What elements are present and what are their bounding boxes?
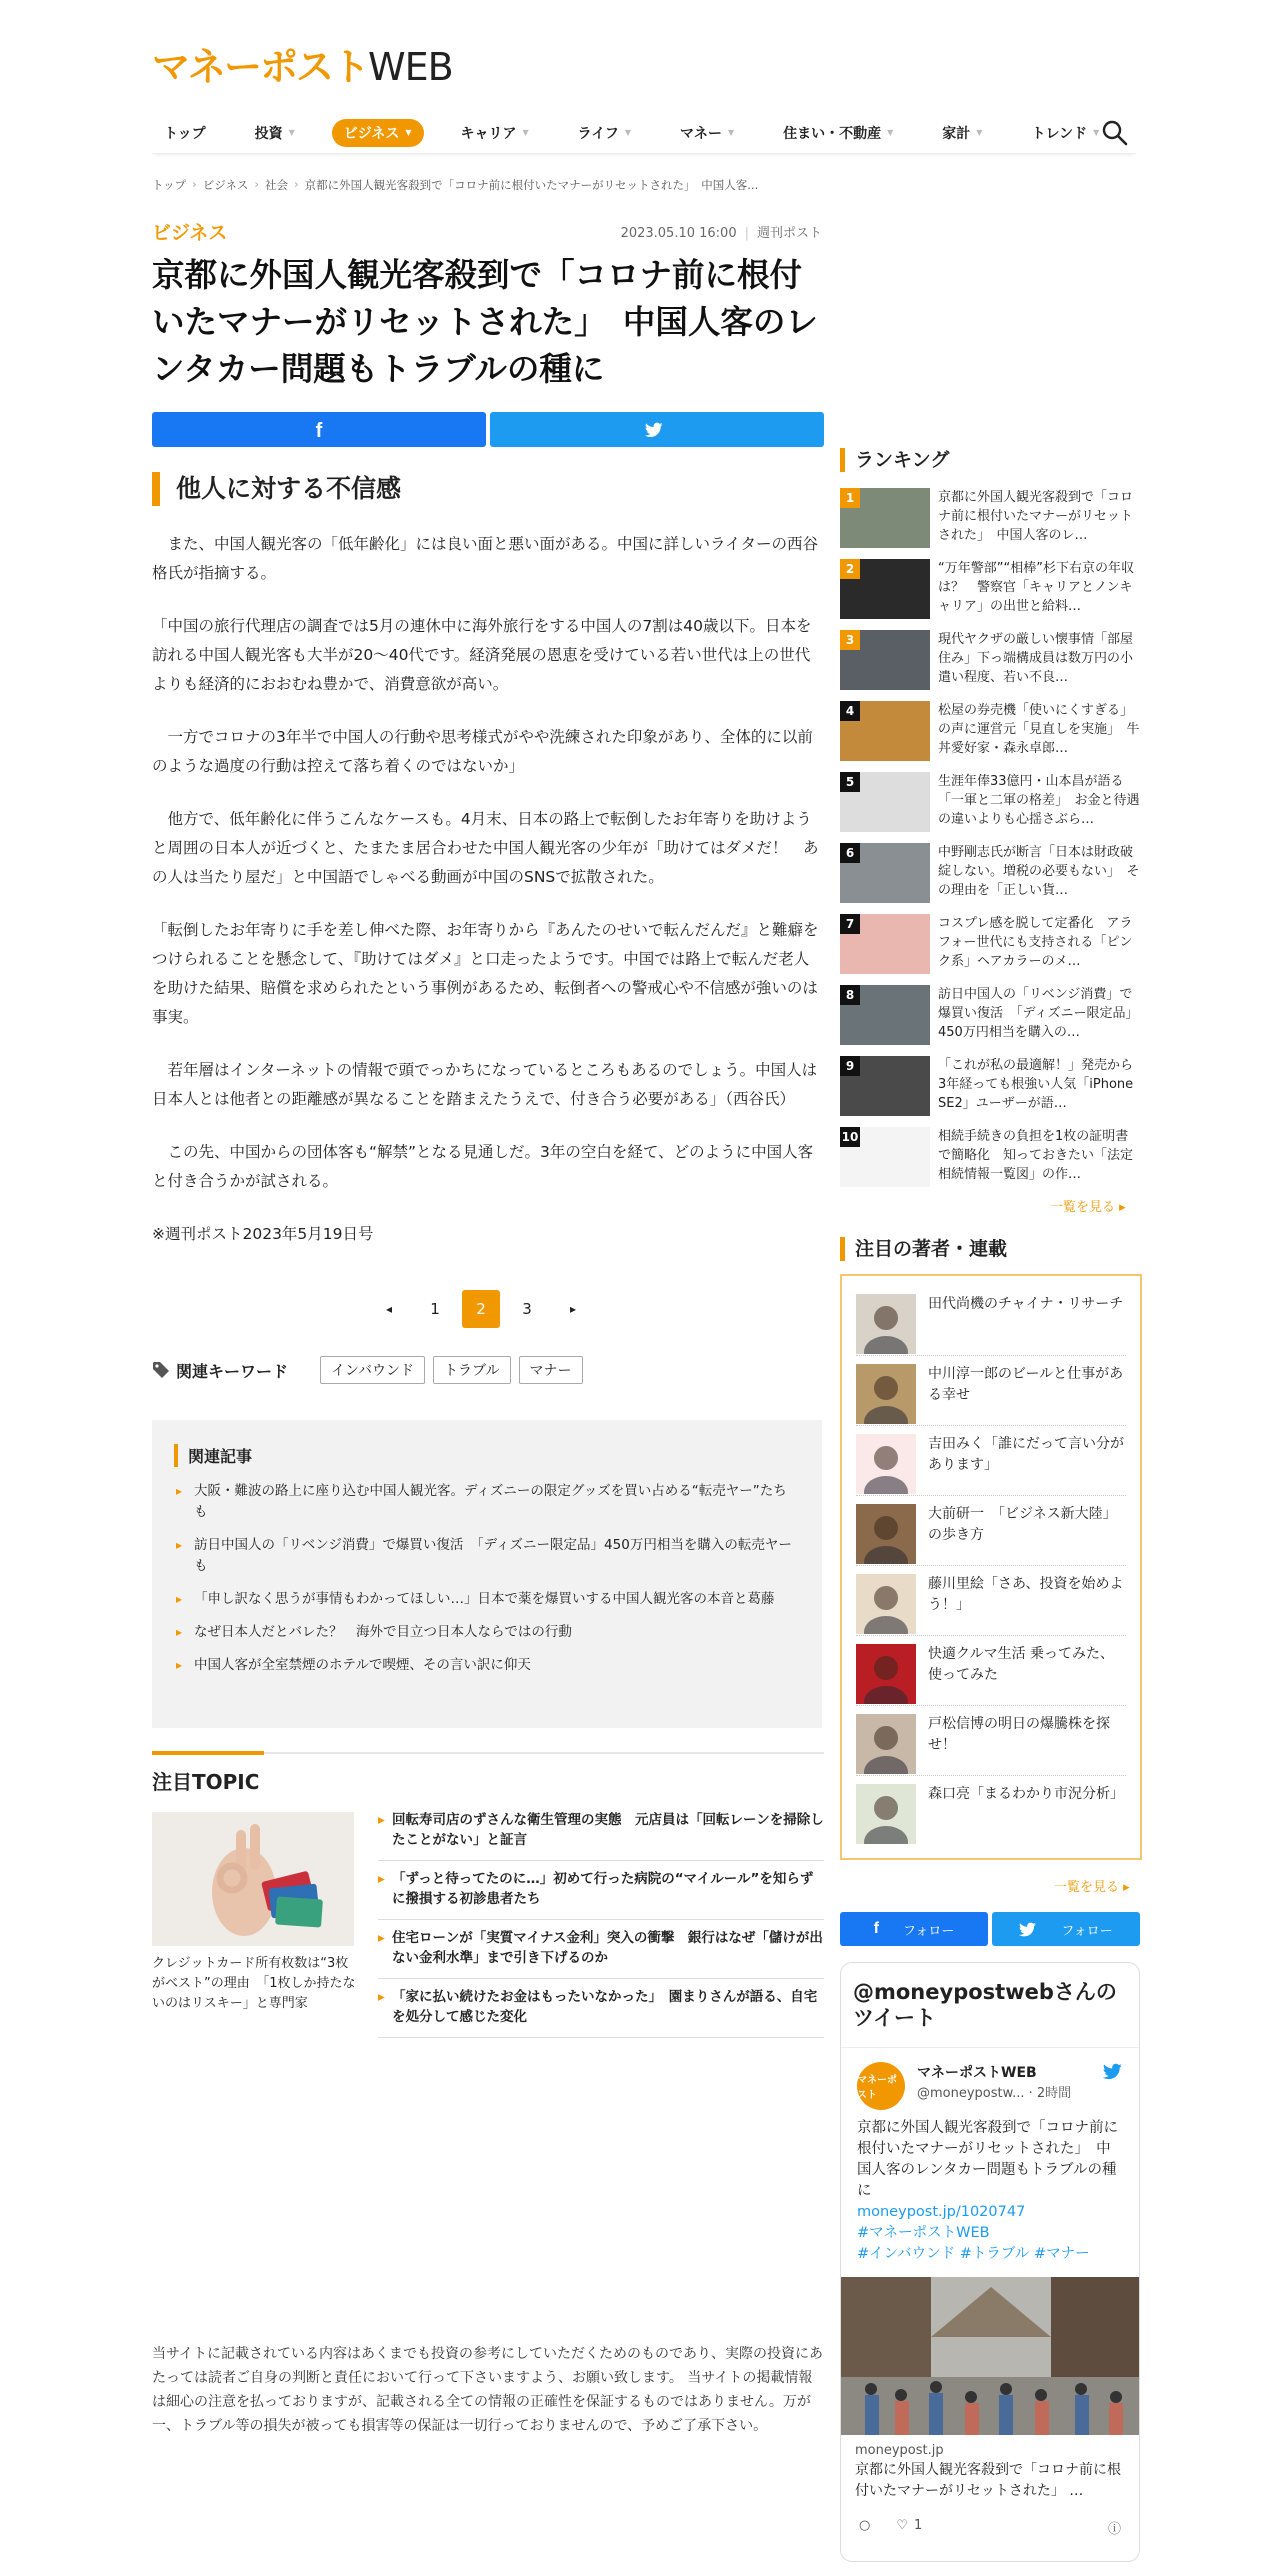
author-item[interactable] [856, 1286, 1126, 1356]
twitter-icon [1103, 2062, 1123, 2080]
ranking-item[interactable] [840, 914, 1140, 981]
author-name: 吉田みく「誰にだって言い分があります」 [928, 1436, 1124, 1473]
nav-item[interactable] [243, 119, 307, 147]
ranking-item[interactable] [840, 488, 1140, 555]
link-domain: moneypost.jp [855, 2443, 944, 2458]
rank-number: 8 [840, 985, 860, 1005]
rank-number: 1 [840, 488, 860, 508]
author-name: 田代尚機のチャイナ・リサーチ [928, 1296, 1124, 1312]
tweet-actions [841, 2504, 1139, 2551]
author-name: 快適クルマ生活 乗ってみた、使ってみた [928, 1646, 1115, 1683]
breadcrumb-separator-icon: › [192, 177, 197, 191]
ranking-title: 訪日中国人の「リベンジ消費」で爆買い復活 「ディズニー限定品」450万円相当を購入の… [938, 987, 1139, 1040]
avatar[interactable] [856, 1434, 916, 1494]
tag-icon [152, 1361, 170, 1379]
ranking-thumbnail[interactable] [840, 701, 930, 761]
page-link[interactable]: 2 [462, 1290, 500, 1328]
rank-number: 2 [840, 559, 860, 579]
breadcrumb [152, 177, 822, 193]
section-heading: 他人に対する不信感 [152, 472, 822, 506]
authors-list [840, 1274, 1142, 1860]
nav-item[interactable] [930, 119, 994, 147]
author-item[interactable] [856, 1426, 1126, 1496]
nav-item-label: 投資 [254, 125, 283, 142]
ranking-title: 相続手続きの負担を1枚の証明書で簡略化 知っておきたい「法定相続情報一覧図」の作… [938, 1129, 1134, 1182]
nav-item-label: 住まい・不動産 [783, 125, 882, 142]
topic-link[interactable]: ▸ 住宅ローンが「実質マイナス金利」突入の衝撃 銀行はなぜ「儲けが出ない金利水準」まで引き下げるのか [378, 1928, 824, 1979]
ranking-item[interactable] [840, 701, 1140, 768]
breadcrumb-separator-icon: › [294, 177, 299, 191]
ranking-title: コスプレ感を脱して定番化 アラフォー世代にも支持される「ピンク系」ヘアカラーのメ… [938, 916, 1133, 969]
ranking-title: 生涯年俸33億円・山本昌が語る「一軍と二軍の格差」 お金と待遇の違いよりも心揺さぶら… [938, 774, 1140, 827]
ranking-thumbnail[interactable] [840, 1056, 930, 1116]
avatar[interactable] [856, 1574, 916, 1634]
chevron-down-icon: ▼ [288, 128, 295, 137]
related-article-link[interactable]: ▸ 大阪・難波の路上に座り込む中国人観光客。ディズニーの限定グッズを買い占める“転売ヤー”たちも [174, 1481, 800, 1523]
author-name: 藤川里絵「さあ、投資を始めよう！」 [928, 1576, 1124, 1613]
avatar[interactable]: マネーポスト [857, 2062, 905, 2110]
breadcrumb-separator-icon: › [254, 177, 260, 191]
article-date: 2023.05.10 16:00 [620, 226, 737, 241]
breadcrumb-item[interactable]: トップ [152, 178, 187, 192]
chevron-down-icon: ▼ [522, 128, 529, 137]
avatar[interactable] [856, 1294, 916, 1354]
article-paragraph: 一方でコロナの3年半で中国人の行動や思考様式がやや洗練された印象があり、全体的に以前のような過度の行動は控えて落ち着くのではないか」 [152, 728, 813, 775]
twitter-timeline [840, 1962, 1140, 2562]
nav-item-label: 家計 [942, 125, 971, 142]
prev-page-icon[interactable]: ◂ [385, 1302, 393, 1316]
author-item[interactable] [856, 1636, 1126, 1706]
author-item[interactable] [856, 1776, 1126, 1846]
ranking-title: 中野剛志氏が断言「日本は財政破綻しない。増税の必要もない」 その理由を「正しい貨… [938, 845, 1140, 898]
keyword-tag[interactable]: インバウンド [320, 1356, 425, 1384]
nav-item-label: トップ [164, 125, 206, 142]
related-article-link[interactable]: ▸ なぜ日本人だとバレた？ 海外で目立つ日本人ならではの行動 [174, 1622, 800, 1643]
author-item[interactable] [856, 1706, 1126, 1776]
ranking-title: 松屋の券売機「使いにくすぎる」の声に運営元「見直しを実施」 牛丼愛好家・森永卓郎… [938, 703, 1140, 756]
ranking-item[interactable] [840, 630, 1140, 697]
tweet-image[interactable] [841, 2277, 1139, 2435]
ranking-title: “万年警部”“相棒”杉下右京の年収は？ 警察官「キャリアとノンキャリア」の出世と給料… [938, 561, 1134, 614]
nav-item[interactable] [152, 119, 218, 147]
related-articles [152, 1420, 822, 1728]
chevron-down-icon: ▼ [1093, 128, 1100, 137]
keywords-label: 関連キーワード [152, 1359, 288, 1382]
ranking-thumbnail[interactable] [840, 914, 930, 974]
avatar[interactable] [856, 1644, 916, 1704]
ranking-title: 現代ヤクザの厳しい懐事情「部屋住み」下っ端構成員は数万円の小遣い程度、若い不良… [938, 632, 1134, 685]
ranking-thumbnail[interactable] [840, 772, 930, 832]
breadcrumb-item[interactable]: ビジネス [202, 178, 249, 192]
nav-item[interactable] [332, 119, 424, 147]
like-icon[interactable]: ♡ [896, 2518, 908, 2533]
ranking-item[interactable] [840, 1056, 1140, 1123]
nav-item-label: キャリア [460, 125, 517, 142]
article-title: 京都に外国人観光客殺到で「コロナ前に根付いたマナーがリセットされた」 中国人客のレンタカー問題もトラブルの種に [152, 256, 818, 388]
info-icon[interactable]: ⓘ [1107, 2522, 1121, 2537]
ranking-thumbnail[interactable] [840, 843, 930, 903]
svg-text:f: f [315, 420, 323, 442]
rank-number: 10 [840, 1127, 860, 1147]
nav-item-label: トレンド [1031, 125, 1088, 142]
chevron-down-icon: ▼ [624, 128, 631, 137]
nav-item-label: ライフ [577, 125, 619, 142]
ranking-list [840, 488, 1140, 1198]
disclaimer: 当サイトに記載されている内容はあくまでも投資の参考にしていただくためのものであり、実際の投資にあたっては読者ご自身の判断と責任において行って下さいますよう、お願い致します。 当サイトの掲載情報は細心の注意を払っておりますが、記載される全ての情報の正確性を保証するものではありません。万が一、トラブル等の損失が被っても損害等の保証は一切行っておりませんので、予めご了承下さい。 [152, 2346, 824, 2434]
related-heading: 関連記事 [174, 1444, 800, 1467]
ranking-item[interactable] [840, 985, 1140, 1052]
twitter-share-button[interactable] [490, 412, 824, 447]
chevron-down-icon: ▼ [887, 128, 894, 137]
article-paragraph: また、中国人観光客の「低年齢化」には良い面と悪い面がある。中国に詳しいライターの西谷格氏が指摘する。 [152, 535, 819, 582]
ranking-item[interactable] [840, 843, 1140, 910]
article-body [152, 530, 824, 1273]
ranking-thumbnail[interactable] [840, 488, 930, 548]
rank-number: 5 [840, 772, 860, 792]
ranking-thumbnail[interactable] [840, 985, 930, 1045]
article-paragraph: 「中国の旅行代理店の調査では5月の連休中に海外旅行をする中国人の7割は40歳以下。日本を訪れる中国人観光客も大半が20～40代です。経済発展の恩恵を受けている若い世代は上の世代よりも経済的におおむね豊かで、消費意欲が高い。 [152, 617, 812, 693]
avatar[interactable] [856, 1714, 916, 1774]
ranking-item[interactable] [840, 1127, 1140, 1194]
author-name: 大前研一 「ビジネス新大陸」の歩き方 [928, 1506, 1117, 1543]
rank-number: 9 [840, 1056, 860, 1076]
nav-item[interactable] [771, 119, 905, 147]
author-name: 中川淳一郎のビールと仕事がある幸せ [928, 1366, 1124, 1403]
rank-number: 4 [840, 701, 860, 721]
article-category[interactable]: ビジネス [152, 222, 228, 244]
nav-item[interactable] [449, 119, 541, 147]
tweet-author[interactable] [841, 2048, 1139, 2110]
article-meta: 2023.05.10 16:00 | 週刊ポスト [620, 226, 822, 241]
nav-item-label: ビジネス [343, 125, 400, 142]
topic-image[interactable] [152, 1812, 354, 1946]
rank-number: 6 [840, 843, 860, 863]
author-name: 森口亮「まるわかり市況分析」 [928, 1786, 1124, 1802]
search-icon[interactable] [1100, 118, 1130, 148]
ranking-item[interactable] [840, 772, 1140, 839]
chevron-down-icon: ▼ [727, 128, 735, 137]
keyword-tag[interactable]: マナー [519, 1356, 583, 1384]
ranking-item[interactable] [840, 559, 1140, 626]
ranking-thumbnail[interactable] [840, 559, 930, 619]
facebook-icon [152, 412, 486, 447]
site-logo[interactable] [152, 36, 453, 91]
nav-item[interactable] [566, 119, 643, 147]
link-title[interactable]: 京都に外国人観光客殺到で「コロナ前に根付いたマナーがリセットされた」 … [855, 2462, 1121, 2499]
rank-number: 7 [840, 914, 860, 934]
rank-number: 3 [840, 630, 860, 650]
twitter-icon [1019, 1921, 1037, 1937]
logo-suffix-text: WEB [368, 45, 453, 89]
author-name: 戸松信博の明日の爆騰株を探せ！ [928, 1716, 1110, 1753]
article-paragraph: ※週刊ポスト2023年5月19日号 [152, 1225, 374, 1243]
tweet-handle: @moneypostw... · 2時間 [917, 2086, 1072, 2101]
next-page-icon[interactable]: ▸ [569, 1302, 577, 1316]
author-item[interactable] [856, 1496, 1126, 1566]
keyword-tag[interactable]: トラブル [433, 1356, 510, 1384]
like-count: 1 [914, 2518, 923, 2533]
nav-item[interactable] [1019, 119, 1111, 147]
breadcrumb-item[interactable]: 社会 [265, 178, 289, 192]
article-paragraph: 他方で、低年齢化に伴うこんなケースも。4月末、日本の路上で転倒したお年寄りを助けようと周囲の日本人が近づくと、たまたま居合わせた中国人観光客の少年が「助けてはダメだ！ あの人は当たり屋だ」と中国語でしゃべる動画が中国のSNSで拡散された。 [152, 810, 819, 886]
topic-caption[interactable]: クレジットカード所有枚数は“3枚がベスト”の理由 「1枚しか持たないのはリスキー」と専門家 [152, 1956, 356, 2011]
related-article-link[interactable]: ▸ 訪日中国人の「リベンジ消費」で爆買い復活 「ディズニー限定品」450万円相当を購入の転売ヤーも [174, 1535, 800, 1577]
related-article-link[interactable]: ▸ 「申し訳なく思うが事情もわかってほしい…」日本で薬を爆買いする中国人観光客の本音と葛藤 [174, 1589, 800, 1610]
author-item[interactable] [856, 1356, 1126, 1426]
topic-link[interactable]: ▸ 「ずっと待ってたのに…」初めて行った病院の“マイルール”を知らずに撥損する初診患者たち [378, 1869, 824, 1920]
page-link[interactable]: 1 [430, 1300, 440, 1318]
avatar[interactable] [856, 1504, 916, 1564]
facebook-icon: f [873, 1920, 879, 1937]
tweet-hashtag[interactable]: #マネーポストWEB [857, 2225, 990, 2241]
author-item[interactable] [856, 1566, 1126, 1636]
chevron-down-icon: ▼ [976, 128, 983, 137]
tweet-hashtags[interactable]: #インバウンド #トラブル #マナー [857, 2246, 1090, 2262]
article-source: 週刊ポスト [756, 226, 822, 241]
related-keywords [152, 1356, 591, 1384]
ranking-title: 「これが私の最適解！」発売から3年経っても根強い人気「iPhone SE2」ユーザーが語… [938, 1058, 1134, 1111]
ranking-title: 京都に外国人観光客殺到で「コロナ前に根付いたマナーがリセットされた」 中国人客のレ… [938, 490, 1134, 543]
logo-main-text: マネーポスト [152, 45, 369, 89]
topic-link[interactable]: ▸ 回転寿司店のずさんな衛生管理の実態 元店員は「回転レーンを掃除したことがない」と証言 [378, 1810, 824, 1861]
chevron-down-icon: ▼ [405, 128, 412, 137]
topic-list [378, 1810, 824, 2046]
article-paragraph: 「転倒したお年寄りに手を差し伸べた際、お年寄りから『あんたのせいで転んだんだ』と難癖をつけられることを懸念して、『助けてはダメ』と口走ったようです。中国では路上で転んだ老人を助けた結果、賠償を求められたという事例があるため、転倒者への警戒心や不信感が強いのは事実。 [152, 921, 819, 1026]
facebook-share-button[interactable] [152, 412, 486, 447]
nav-item[interactable] [668, 119, 746, 147]
article-paragraph: 若年層はインターネットの情報で頭でっかちになっているところもあるのでしょう。中国人は日本人とは他者との距離感が異なることを踏まえたうえで、付き合う必要がある」（西谷氏） [152, 1061, 818, 1108]
facebook-follow-button[interactable]: f フォロー [840, 1912, 988, 1946]
nav-item-label: マネー [679, 125, 722, 142]
twitter-icon [490, 412, 824, 447]
article-paragraph: この先、中国からの団体客も“解禁”となる見通しだ。3年の空白を経て、どのように中国人客と付き合うかが試される。 [152, 1143, 814, 1190]
twitter-follow-button[interactable]: フォロー [992, 1912, 1140, 1946]
topic-heading: 注目TOPIC [152, 1770, 260, 1794]
related-article-link[interactable]: ▸ 中国人客が全室禁煙のホテルで喫煙、その言い訳に仰天 [174, 1655, 800, 1676]
main-nav [152, 112, 1136, 154]
authors-heading: 注目の著者・連載 [840, 1237, 1140, 1261]
ranking-thumbnail[interactable] [840, 630, 930, 690]
tweet-link[interactable]: moneypost.jp/1020747 [857, 2204, 1026, 2220]
reply-icon[interactable]: ○ [859, 2518, 871, 2533]
page-link[interactable]: 3 [522, 1300, 532, 1318]
ranking-heading: ランキング [840, 448, 1140, 472]
breadcrumb-item: 京都に外国人観光客殺到で「コロナ前に根付いたマナーがリセットされた」 中国人客... [304, 178, 759, 192]
ranking-more-link[interactable]: 一覧を見る ▸ [1050, 1200, 1126, 1215]
timeline-heading: @moneypostwebさんのツイート [841, 1963, 1139, 2048]
avatar[interactable] [856, 1364, 916, 1424]
authors-more-link[interactable]: 一覧を見る ▸ [1054, 1880, 1130, 1895]
tweet-author-name[interactable]: マネーポストWEB [917, 2065, 1037, 2081]
topic-link[interactable]: ▸ 「家に払い続けたお金はもったいなかった」 園まりさんが語る、自宅を処分して感じた変化 [378, 1987, 824, 2038]
topic-divider [152, 1752, 824, 1754]
avatar[interactable] [856, 1784, 916, 1844]
pagination [370, 1290, 600, 1328]
tweet-text: 京都に外国人観光客殺到で「コロナ前に根付いたマナーがリセットされた」 中国人客のレンタカー問題もトラブルの種に moneypost.jp/1020747 #マネーポストWEB #インバウンド #トラブル #マナー [841, 2110, 1139, 2273]
ranking-thumbnail[interactable] [840, 1127, 930, 1187]
